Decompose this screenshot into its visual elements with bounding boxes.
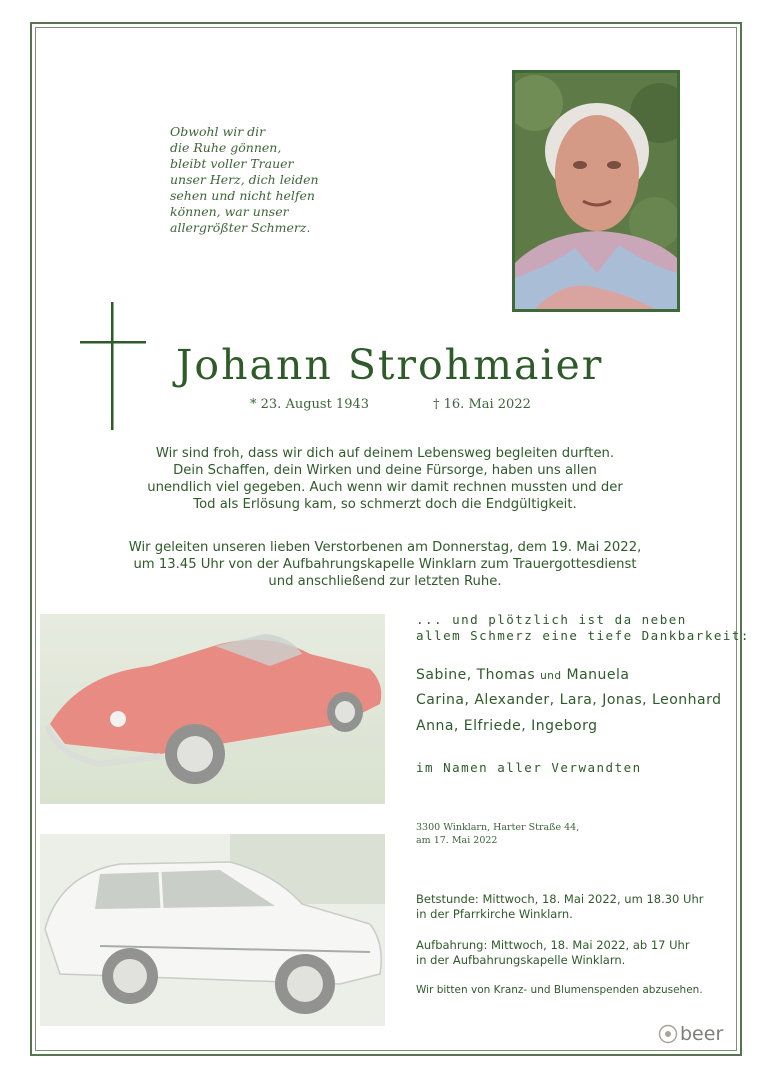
portrait-illustration [515,73,677,309]
tribute-line: Tod als Erlösung kam, so schmerzt doch die Endgültigkeit. [193,497,577,512]
white-car-photo [40,834,385,1026]
ceremony-line: um 13.45 Uhr von der Aufbahrungskapelle Winklarn zum Trauergottesdienst [133,557,637,572]
viewing-line: Aufbahrung: Mittwoch, 18. Mai 2022, ab 17 Uhr [416,938,690,952]
donation-request: Wir bitten von Kranz- und Blumenspenden abzusehen. [416,984,703,996]
poem [170,124,330,236]
viewing-line: in der Aufbahrungskapelle Winklarn. [416,953,626,967]
red-car-photo [40,614,385,804]
flower-icon [658,1024,678,1044]
deceased-name: Johann Strohmaier [176,341,604,389]
prayer-line: Betstunde: Mittwoch, 18. Mai 2022, um 18.30 Uhr [416,892,704,906]
death-date: † 16. Mai 2022 [433,397,531,412]
on-behalf-line: im Namen aller Verwandten [416,760,642,775]
tribute-line: unendlich viel gegeben. Auch wenn wir damit rechnen mussten und der [147,480,623,495]
address-line: 3300 Winklarn, Harter Straße 44, [416,822,580,833]
poem-line: allergrößter Schmerz. [170,220,311,235]
ceremony-text [90,539,680,590]
funeral-home-logo [658,1023,723,1045]
prayer-info [416,892,703,922]
logo-text: beer [680,1023,724,1045]
tribute-line: Dein Schaffen, dein Wirken und deine Fürsorge, haben uns allen [173,463,597,478]
thanks-line: allem Schmerz eine tiefe Dankbarkeit: [416,628,750,643]
address-line: am 17. Mai 2022 [416,834,498,846]
poem-line: unser Herz, dich leiden [170,172,319,187]
portrait-photo [512,70,680,312]
poem-line: die Ruhe gönnen, [170,140,282,155]
mourners-line-1 [416,667,630,683]
address-block [416,822,579,847]
birth-date: * 23. August 1943 [250,397,370,412]
poem-line: bleibt voller Trauer [170,156,294,171]
mourners-conjunction: und [540,670,562,682]
ceremony-line: Wir geleiten unseren lieben Verstorbenen am Donnerstag, dem 19. Mai 2022, [128,540,642,555]
thanks-line: ... und plötzlich ist da neben [416,612,687,627]
mourners-line-2: Carina, Alexander, Lara, Jonas, Leonhard [416,692,722,708]
mourners-line-3: Anna, Elfriede, Ingeborg [416,718,598,734]
mourners-names: Sabine, Thomas [416,667,541,683]
ceremony-line: und anschließend zur letzten Ruhe. [268,574,502,589]
tribute-line: Wir sind froh, dass wir dich auf deinem Lebensweg begleiten durften. [155,446,615,461]
poem-line: können, war unser [170,204,289,219]
mourners-names: Manuela [561,667,630,683]
tribute-text [90,445,680,513]
prayer-line: in der Pfarrkirche Winklarn. [416,907,573,921]
poem-line: sehen und nicht helfen [170,188,315,203]
viewing-info [416,938,690,968]
cross-icon [80,302,146,430]
poem-line: Obwohl wir dir [170,124,266,139]
thanks-text [416,612,750,644]
